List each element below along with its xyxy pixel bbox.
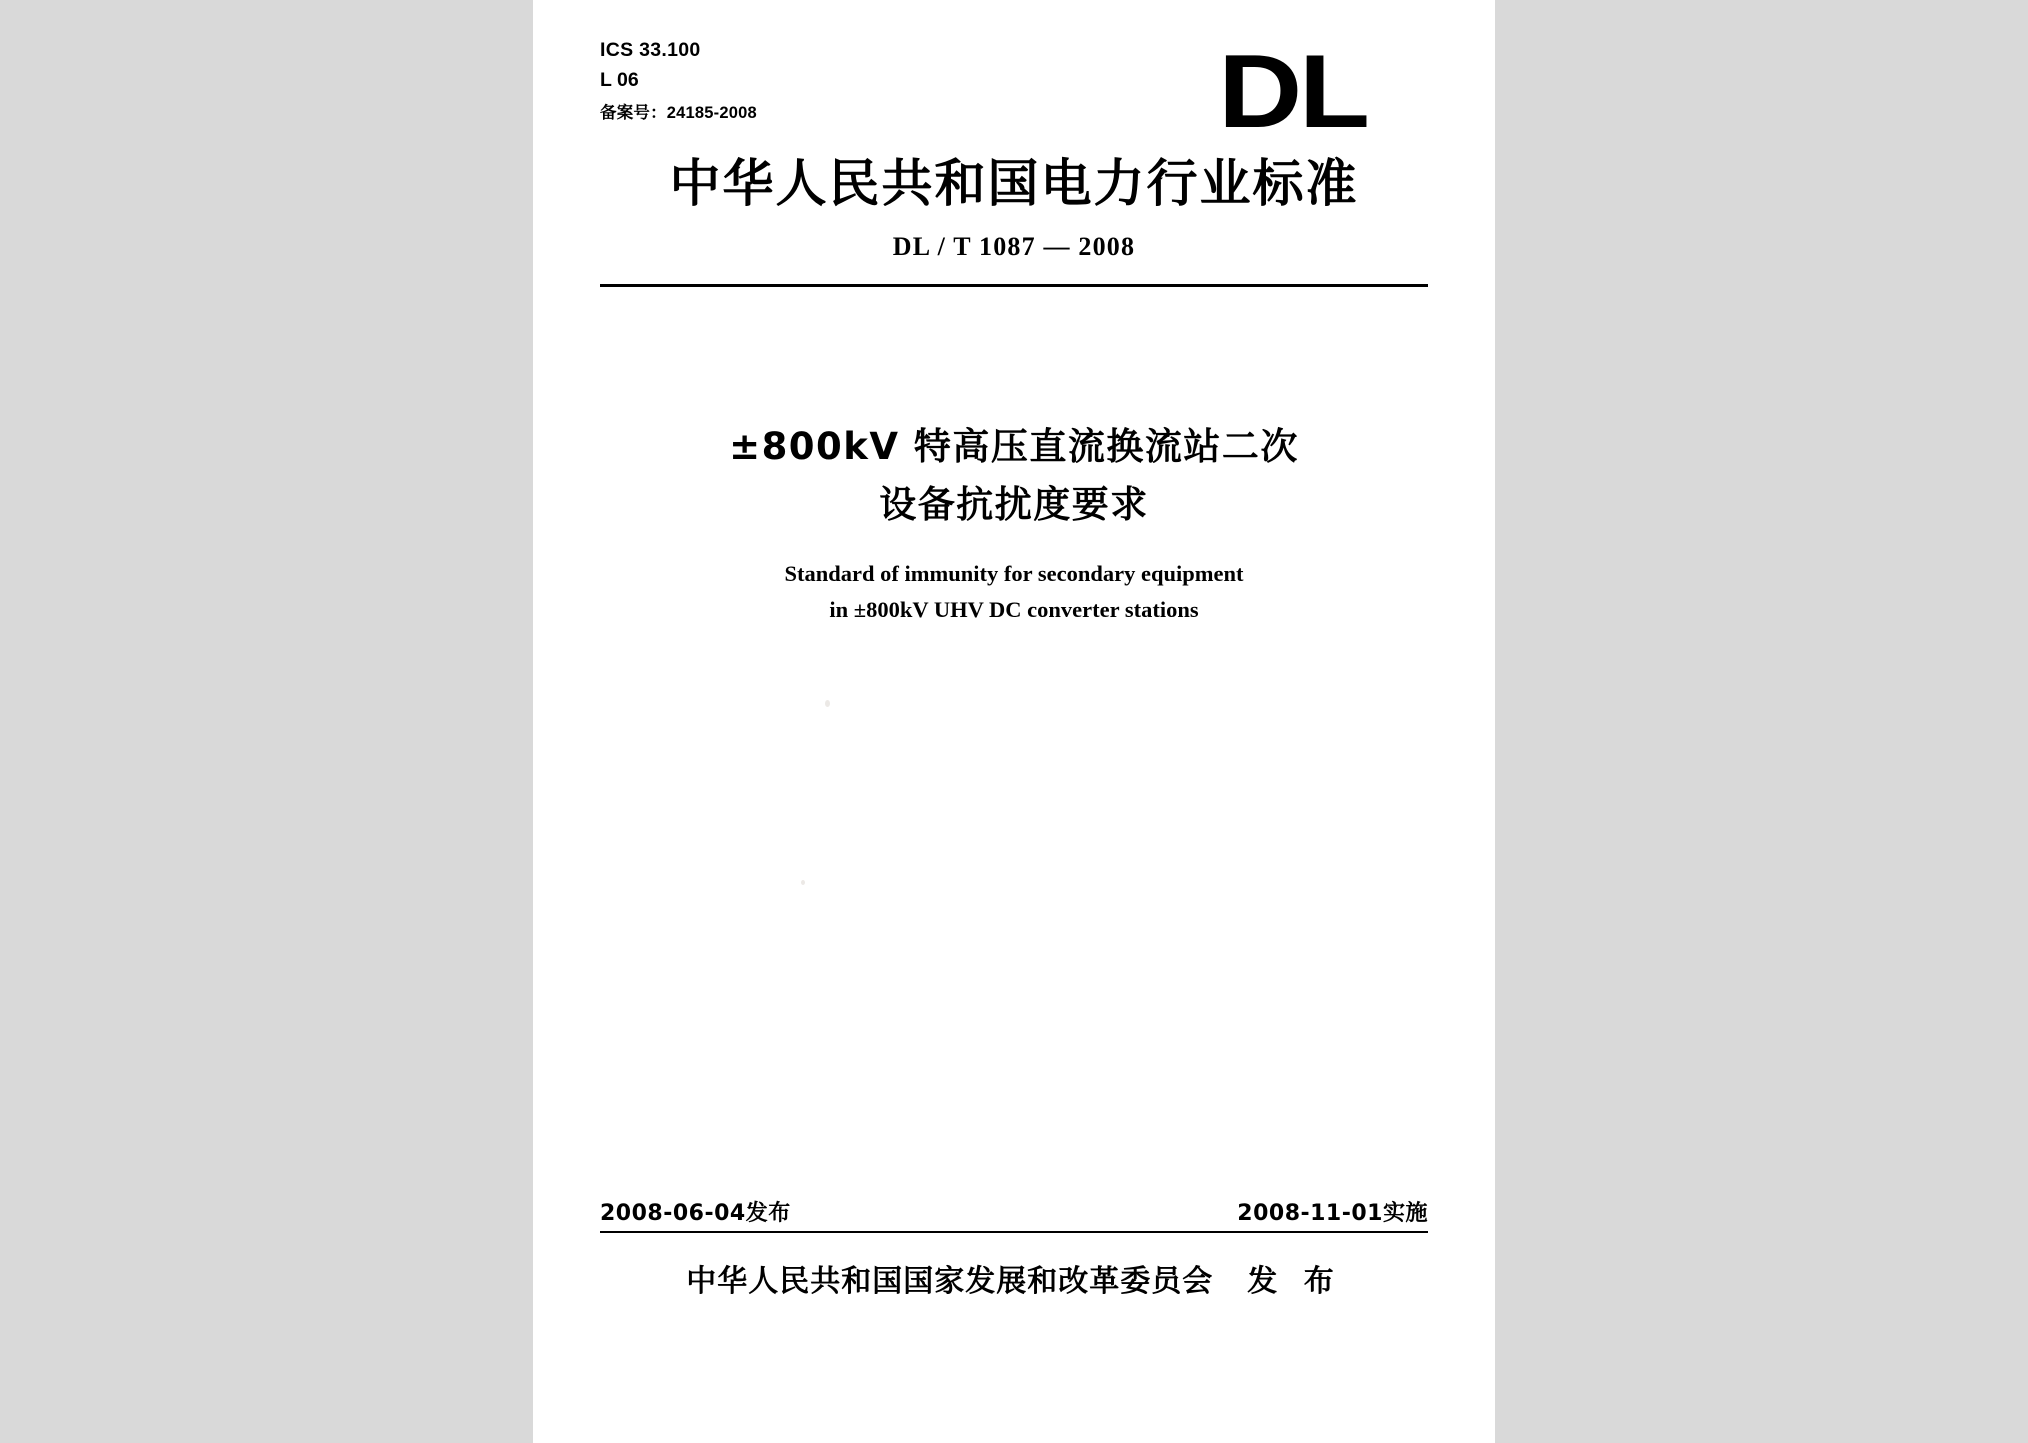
divider-top <box>600 284 1428 287</box>
scan-speckle <box>825 700 830 707</box>
document-title-cn-line2: 设备抗扰度要求 <box>879 483 1149 527</box>
code-block <box>600 38 757 126</box>
record-number: 备案号：24185-2008 <box>600 103 757 122</box>
scan-speckle <box>801 880 805 885</box>
document-title-en-line2: in ±800kV UHV DC converter stations <box>829 597 1199 623</box>
dl-logo: DL <box>1218 34 1367 150</box>
dates-row <box>600 1196 1428 1228</box>
page-content <box>533 0 1495 1443</box>
issue-date: 2008-06-04发布 <box>600 1201 791 1226</box>
standard-number: DL / T 1087 — 2008 <box>892 232 1136 261</box>
publisher-line <box>533 1256 1495 1300</box>
effective-date: 2008-11-01实施 <box>1237 1201 1428 1226</box>
document-title-en-line1: Standard of immunity for secondary equipment <box>784 561 1244 586</box>
document-title-en <box>533 556 1495 629</box>
publisher-name: 中华人民共和国国家发展和改革委员会 <box>686 1264 1214 1299</box>
issuing-body-heading: 中华人民共和国电力行业标准 <box>669 155 1359 214</box>
document-title-cn <box>533 418 1495 535</box>
classification-code: L 06 <box>600 68 639 91</box>
document-title-cn-line1: ±800kV 特高压直流换流站二次 <box>729 425 1299 468</box>
standard-cover-page <box>533 0 1495 1443</box>
divider-bottom <box>600 1231 1428 1233</box>
publisher-verb: 发 布 <box>1247 1264 1342 1299</box>
ics-code: ICS 33.100 <box>600 39 701 61</box>
